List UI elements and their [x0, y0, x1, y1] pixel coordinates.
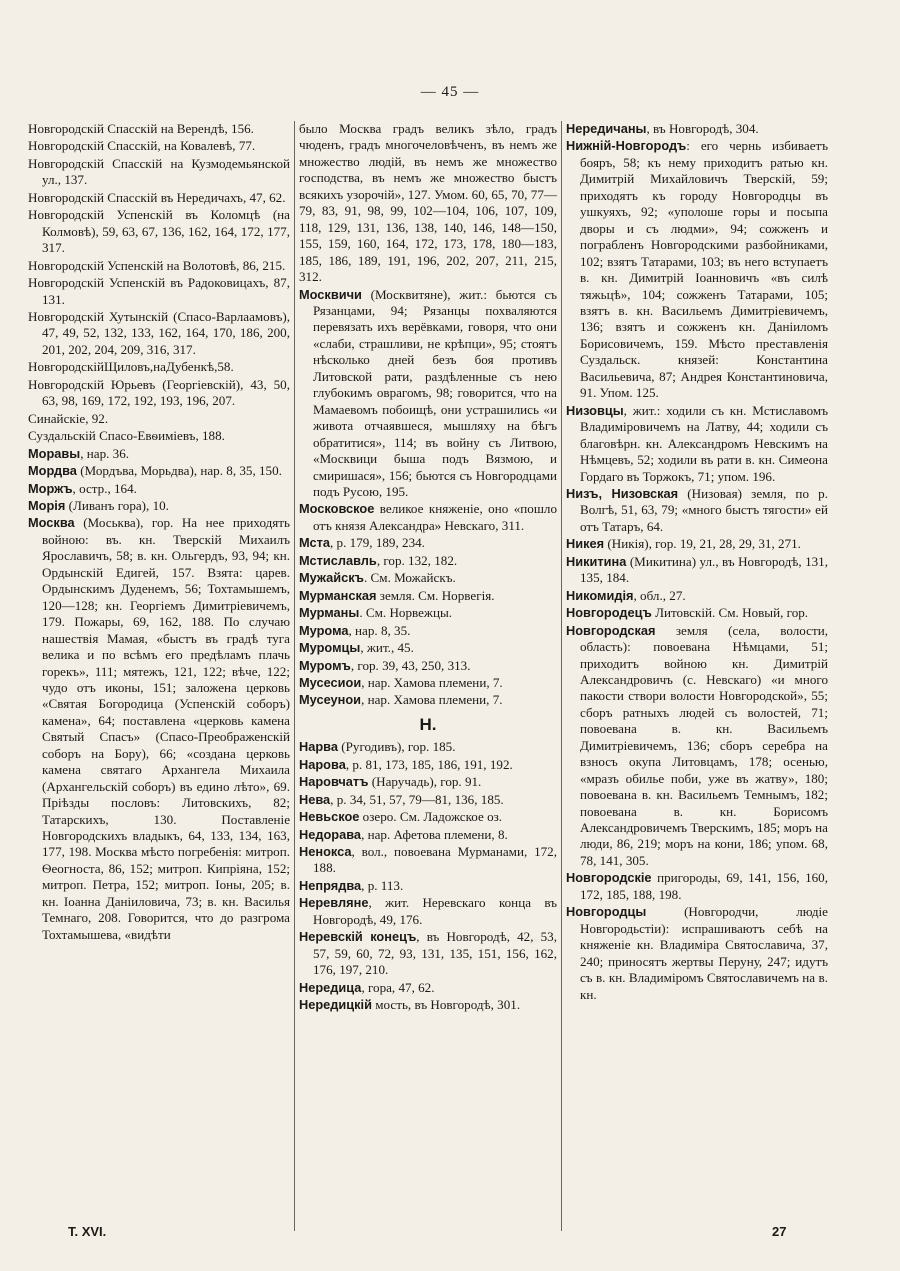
index-entry [566, 121, 828, 137]
entry-text: (Мордъва, Морьдва), нар. 8, 35, 150. [76, 463, 282, 479]
entry-text: (Наручадь), гор. 91. [368, 774, 482, 790]
index-entry [299, 929, 557, 978]
entry-text: Новгородскій Успенскій въ Радоковицахъ, 87, 131. [28, 275, 290, 307]
entry-text: (Ругодивъ), гор. 185. [338, 739, 456, 755]
index-entry [28, 156, 290, 189]
entry-headword: Мурома [299, 622, 349, 638]
entry-text: , нар. 8, 35. [348, 622, 411, 638]
entry-text: , р. 81, 173, 185, 186, 191, 192. [345, 756, 513, 772]
entry-headword: Никомидія [566, 587, 634, 603]
index-entry [28, 377, 290, 410]
index-entry [299, 675, 557, 691]
entry-headword: Мусеунои [299, 692, 362, 708]
volume-signature: Т. XVI. [68, 1224, 107, 1239]
entry-text: , обл., 27. [633, 587, 686, 603]
entry-headword: Мусесиои [299, 674, 362, 690]
entry-headword: Новгородцы [566, 904, 647, 920]
entry-text: (Москвитяне), жит.: бьются съ Рязанцами, 94; Рязанцы похваляются перевязать ихъ верёвками, говоря, что они «слаби, страшливи, не крѣпци», 95; стоятъ нѣсколько дней безъ боя противъ Литовской рати, раздѣленные съ нею глубокимъ оврагомъ, 98; говорится, что на Мамаевомъ побоищѣ, они устрашились «и живота отчаявшеся, мышляху на бѣгъ обратитися», 114; въ войну съ Литвою, «Москвици быша подъ Вязмою, и смиришася», 156; бьются съ Новгородцами подъ Русою, 195. [313, 286, 557, 499]
index-entry [299, 640, 557, 656]
entry-text: (Новгородчи, людіе Новгородьстіи): испрашиваютъ себѣ на княженіе кн. Владиміра Святославича, 37, 240; приносятъ жертвы Перуну, 247; идутъ съ в. кн. Владиміромъ Святославичемъ на в. кн. [580, 904, 828, 1002]
index-entry [28, 481, 290, 497]
index-entry [299, 997, 557, 1013]
entry-headword: Никитина [566, 553, 627, 569]
index-entry [566, 623, 828, 870]
entry-headword: Новгородецъ [566, 605, 652, 621]
index-entry [566, 403, 828, 485]
entry-headword: Моржъ [28, 480, 73, 496]
index-entry [28, 515, 290, 943]
index-entry [566, 904, 828, 1003]
index-entry [299, 895, 557, 928]
index-entry [299, 827, 557, 843]
entry-headword: Ненокса [299, 844, 352, 860]
index-entry [28, 309, 290, 358]
entry-headword: Москва [28, 515, 75, 531]
index-entry [299, 501, 557, 534]
index-entry [299, 692, 557, 708]
entry-text: Новгородскій Спасскій на Кузмодемьянской ул., 137. [28, 155, 290, 188]
index-entry [299, 792, 557, 808]
entry-headword: Нарова [299, 756, 346, 772]
index-entry [299, 535, 557, 551]
index-entry [299, 287, 557, 501]
index-entry [28, 411, 290, 427]
index-entry [28, 190, 290, 206]
entry-text: , нар. Хамова племени, 7. [361, 674, 503, 690]
entry-headword: Мстиславль [299, 552, 377, 568]
index-entry [566, 138, 828, 401]
entry-text: Новгородскій Спасскій на Верендѣ, 156. [28, 121, 254, 136]
entry-text: (Никія), гор. 19, 21, 28, 29, 31, 271. [604, 536, 801, 552]
entry-text: Синайскіе, 92. [28, 410, 109, 426]
entry-headword: Мста [299, 535, 330, 551]
index-entry [28, 138, 290, 154]
entry-headword: Неревскій конецъ [299, 929, 417, 945]
index-entry [28, 275, 290, 308]
index-entry [28, 207, 290, 256]
entry-headword: Мурманская [299, 587, 377, 603]
index-entry [299, 588, 557, 604]
index-column-1 [28, 121, 290, 944]
entry-headword: Низъ, Низовская [566, 485, 679, 501]
column-divider [561, 121, 562, 1231]
entry-text: (Ливанъ гора), 10. [65, 497, 169, 513]
entry-text: великое княженіе, оно «пошло отъ князя Александра» Невскаго, 311. [313, 501, 557, 533]
entry-text: Новгородскій Хутынскій (Спасо-Варлаамовъ), 47, 49, 52, 132, 133, 162, 164, 170, 186, 200, 201, 202, 204, 209, 316, 317. [28, 308, 290, 357]
entry-text: , р. 179, 189, 234. [330, 535, 425, 551]
entry-headword: Наровчатъ [299, 774, 369, 790]
entry-text: . См. Норвежцы. [359, 605, 453, 621]
entry-text: Литовскій. См. Новый, гор. [651, 605, 809, 621]
entry-headword: Нередицкій [299, 997, 372, 1013]
index-entry [299, 844, 557, 877]
entry-text: пригороды, 69, 141, 156, 160, 172, 185, 188, 198. [580, 870, 828, 902]
index-entry [299, 774, 557, 790]
index-entry [299, 623, 557, 639]
entry-text: озеро. См. Ладожское оз. [359, 809, 503, 825]
entry-headword: Моравы [28, 445, 81, 461]
entry-text: : его чернь избиваетъ бояръ, 58; къ нему приходитъ ратью кн. Димитрій Михайловичъ Тверскій, 59; приходятъ къ городу Новгородцы въ ушкуяхъ, 92; «уполоше горы и посыпа дворы и съ людми», 94; сожженъ и пограбленъ Новгородскими разбойниками, 102; взятъ Татарами, 103; въ него вступаетъ в. кн. Димитрій Іоанновичъ «въ силѣ тяжьцѣ», 104; сожженъ Татарами, 105; взятъ в. кн. Васильемъ Димитріевичемъ, 136; взятъ и сожженъ кн. Даніиломъ Борисовичемъ, 159. Мѣсто преставленія Суздальск. князей: Константина Васильевича, 87; Андрея Константиновича, 91. Упом. 125. [580, 138, 828, 401]
entry-text: , жит. Неревскаго конца въ Новгородѣ, 49, 176. [313, 895, 557, 927]
entry-text: , гор. 39, 43, 250, 313. [350, 657, 471, 673]
entry-text: , р. 34, 51, 57, 79—81, 136, 185. [330, 791, 504, 807]
index-entry [28, 446, 290, 462]
index-entry [566, 588, 828, 604]
entry-text: , остр., 164. [72, 480, 137, 496]
page-number: — 45 — [420, 84, 480, 100]
entry-headword: Неревляне [299, 895, 369, 911]
index-entry [299, 570, 557, 586]
index-column-2 [299, 121, 557, 1015]
entry-headword: Низовцы [566, 402, 624, 418]
index-column-3 [566, 121, 828, 1004]
index-entry [299, 739, 557, 755]
entry-text: , жит., 45. [360, 640, 414, 656]
entry-headword: Московское [299, 501, 375, 517]
entry-headword: Никея [566, 536, 605, 552]
entry-text: Новгородскій Успенскій на Волотовѣ, 86, 215. [28, 257, 286, 273]
index-entry [566, 605, 828, 621]
entry-text: НовгородскійЩиловъ,наДубенкѣ,58. [28, 359, 234, 375]
entry-headword: Новгородскіе [566, 870, 652, 886]
entry-text: Новгородскій Успенскій въ Коломцѣ (на Колмовѣ), 59, 63, 67, 136, 162, 164, 172, 177, 317. [28, 207, 290, 256]
entry-headword: Муромцы [299, 640, 361, 656]
index-entry [28, 428, 290, 444]
entry-headword: Мурманы [299, 605, 360, 621]
index-entry [28, 258, 290, 274]
entry-text: , жит.: ходили съ кн. Мстиславомъ Владиміровичемъ на Латву, 44; ходили съ благовѣрн. кн. Александромъ Невскимъ на Нѣмцевъ, 52; ходили въ рати в. кн. Симеона Гордаго въ Торжокъ, 71; упом. 196. [580, 402, 828, 484]
index-entry [299, 980, 557, 996]
index-entry [28, 463, 290, 479]
entry-text: земля (села, волости, область): повоевана Нѣмцами, 51; приходитъ войною кн. Димитрій Александровичъ (с. Невскаго) «и много пакости створи волости Новгородской», 55; сборъ ратныхъ людей съ волостей, 71; повоевана в. кн. Васильемъ Димитріевичемъ, 136; сборъ серебра на взносъ окупа Литовцамъ, 178; осенью, «мразъ обилье поби, уже въ жатву», 180; повоевана в. кн. Васильемъ Темнымъ, 182; повоевана в. кн. Борисомъ Александровичемъ Тверскимъ, 185; моръ на люди, 86, 219; моръ на кони, 186; упом. 68, 78, 141, 305. [580, 622, 828, 868]
entry-text: (Микитина) ул., въ Новгородѣ, 131, 135, 184. [580, 553, 828, 586]
index-entry [299, 121, 557, 286]
entry-headword: Морія [28, 497, 66, 513]
index-entry [299, 878, 557, 894]
index-entry [566, 554, 828, 587]
entry-headword: Мордва [28, 463, 77, 479]
entry-text: Суздальскій Спасо-Евѳиміевъ, 188. [28, 428, 225, 444]
section-letter: Н. [419, 714, 437, 734]
entry-text: (Моськва), гор. На нее приходять войною: въ. кн. Тверскій Михаилъ Ярославичъ, 58; в. кн. Ольгердъ, 93, 94; кн. Ордынскій Едигей, 157. Взята: царев. Ордынскимъ Дуденемъ, 56; Тохтамышемъ, 120—128; кн. Георгіемъ Димитріевичемъ, 179. Пожары, 69, 162, 188. По случаю нашествія Мамая, «быстъ въ градѣ туга велика и по всѣмъ его предѣламъ плачь горекъ», 111; мятежъ, 121, 122; вѣче, 122; чудо отъ иконы, 151; заложена церковь «Святая Богородица (Успенскій соборъ) камена», 64; поставлена «церковь камена Святый Спасъ» (Спасо-Преображенскій соборъ на Бору), 66; «создана церковь камена святаго Архангела Михаила (Архангельскій соборъ) въ едино лѣто», 69. Пріѣзды пословъ: Литовскихъ, 82; Татарскихъ, 130. Поставленіе Новгородскихъ владыкъ, 64, 133, 134, 163, 177, 198. Москва мѣсто погребенія: митроп. Ѳеогноста, 86, 152; митроп. Кипріяна, 152; митроп. Петра, 152; митроп. Іоны, 205; в. кн. Іоанна Даніиловича, 73; в. кн. Василья Темнаго, 208. Говорится, что до разгрома Тохтамышева, «видѣти [42, 515, 290, 942]
index-entry [299, 553, 557, 569]
entry-headword: Нева [299, 791, 331, 807]
index-entry [566, 870, 828, 903]
index-entry [299, 757, 557, 773]
entry-headword: Нередица [299, 979, 362, 995]
entry-text: , гора, 47, 62. [361, 979, 435, 995]
entry-headword: Нередичаны [566, 121, 647, 136]
entry-text: Новгородскій Спасскій въ Нередичахъ, 47, 62. [28, 189, 286, 205]
entry-text: , въ Новгородѣ, 304. [646, 121, 759, 136]
entry-text: , гор. 132, 182. [376, 552, 458, 568]
index-entry [28, 121, 290, 137]
entry-headword: Мужайскъ [299, 570, 364, 586]
index-entry [566, 536, 828, 552]
entry-text: Новгородскій Юрьевъ (Георгіевскій), 43, 50, 63, 98, 169, 172, 192, 193, 196, 207. [28, 376, 290, 409]
entry-headword: Недорава [299, 826, 362, 842]
entry-headword: Новгородская [566, 622, 656, 638]
entry-text: , нар. Афетова племени, 8. [361, 826, 508, 842]
entry-headword: Непрядва [299, 877, 362, 893]
entry-text: , вол., повоевана Мурманами, 172, 188. [313, 844, 557, 876]
index-entry [299, 809, 557, 825]
entry-text: , нар. 36. [80, 445, 130, 461]
entry-text: земля. См. Норвегія. [376, 587, 495, 603]
entry-headword: Нижній-Новгородъ [566, 138, 687, 154]
entry-text: Новгородскій Спасскій, на Ковалевѣ, 77. [28, 138, 256, 154]
entry-text: , нар. Хамова племени, 7. [361, 692, 503, 708]
entry-text: , въ Новгородѣ, 42, 53, 57, 59, 60, 72, 93, 131, 135, 151, 156, 162, 176, 197, 210. [313, 929, 557, 978]
entry-text: было Москва градъ великъ зѣло, градъ чюденъ, градъ многочеловѣченъ, въ немъ же множество людій, въ немъ же множество господства, въ немъ же множество быстъ всякихъ узорочій», 127. Умом. 60, 65, 70, 77—79, 83, 91, 98, 99, 102—104, 106, 107, 109, 118, 129, 131, 136, 138, 140, 146, 148—150, 155, 159, 160, 164, 172, 173, 178, 180—183, 185, 186, 189, 191, 196, 202, 207, 211, 215, 312. [299, 121, 557, 285]
sheet-signature: 27 [772, 1224, 787, 1239]
index-entry [566, 486, 828, 535]
entry-text: мость, въ Новгородѣ, 301. [371, 997, 521, 1013]
index-entry [28, 359, 290, 375]
column-divider [294, 121, 295, 1231]
index-entry [28, 498, 290, 514]
index-entry [299, 605, 557, 621]
index-entry [299, 658, 557, 674]
entry-text: (Низовая) земля, по р. Волгѣ, 51, 63, 79; «много быстъ тягости» ей отъ Татаръ, 64. [580, 485, 828, 534]
entry-headword: Муромъ [299, 657, 351, 673]
entry-headword: Москвичи [299, 286, 362, 302]
entry-text: . См. Можайскъ. [364, 570, 456, 586]
entry-headword: Невьское [299, 809, 360, 825]
entry-text: , р. 113. [361, 877, 404, 893]
entry-headword: Нарва [299, 739, 338, 755]
